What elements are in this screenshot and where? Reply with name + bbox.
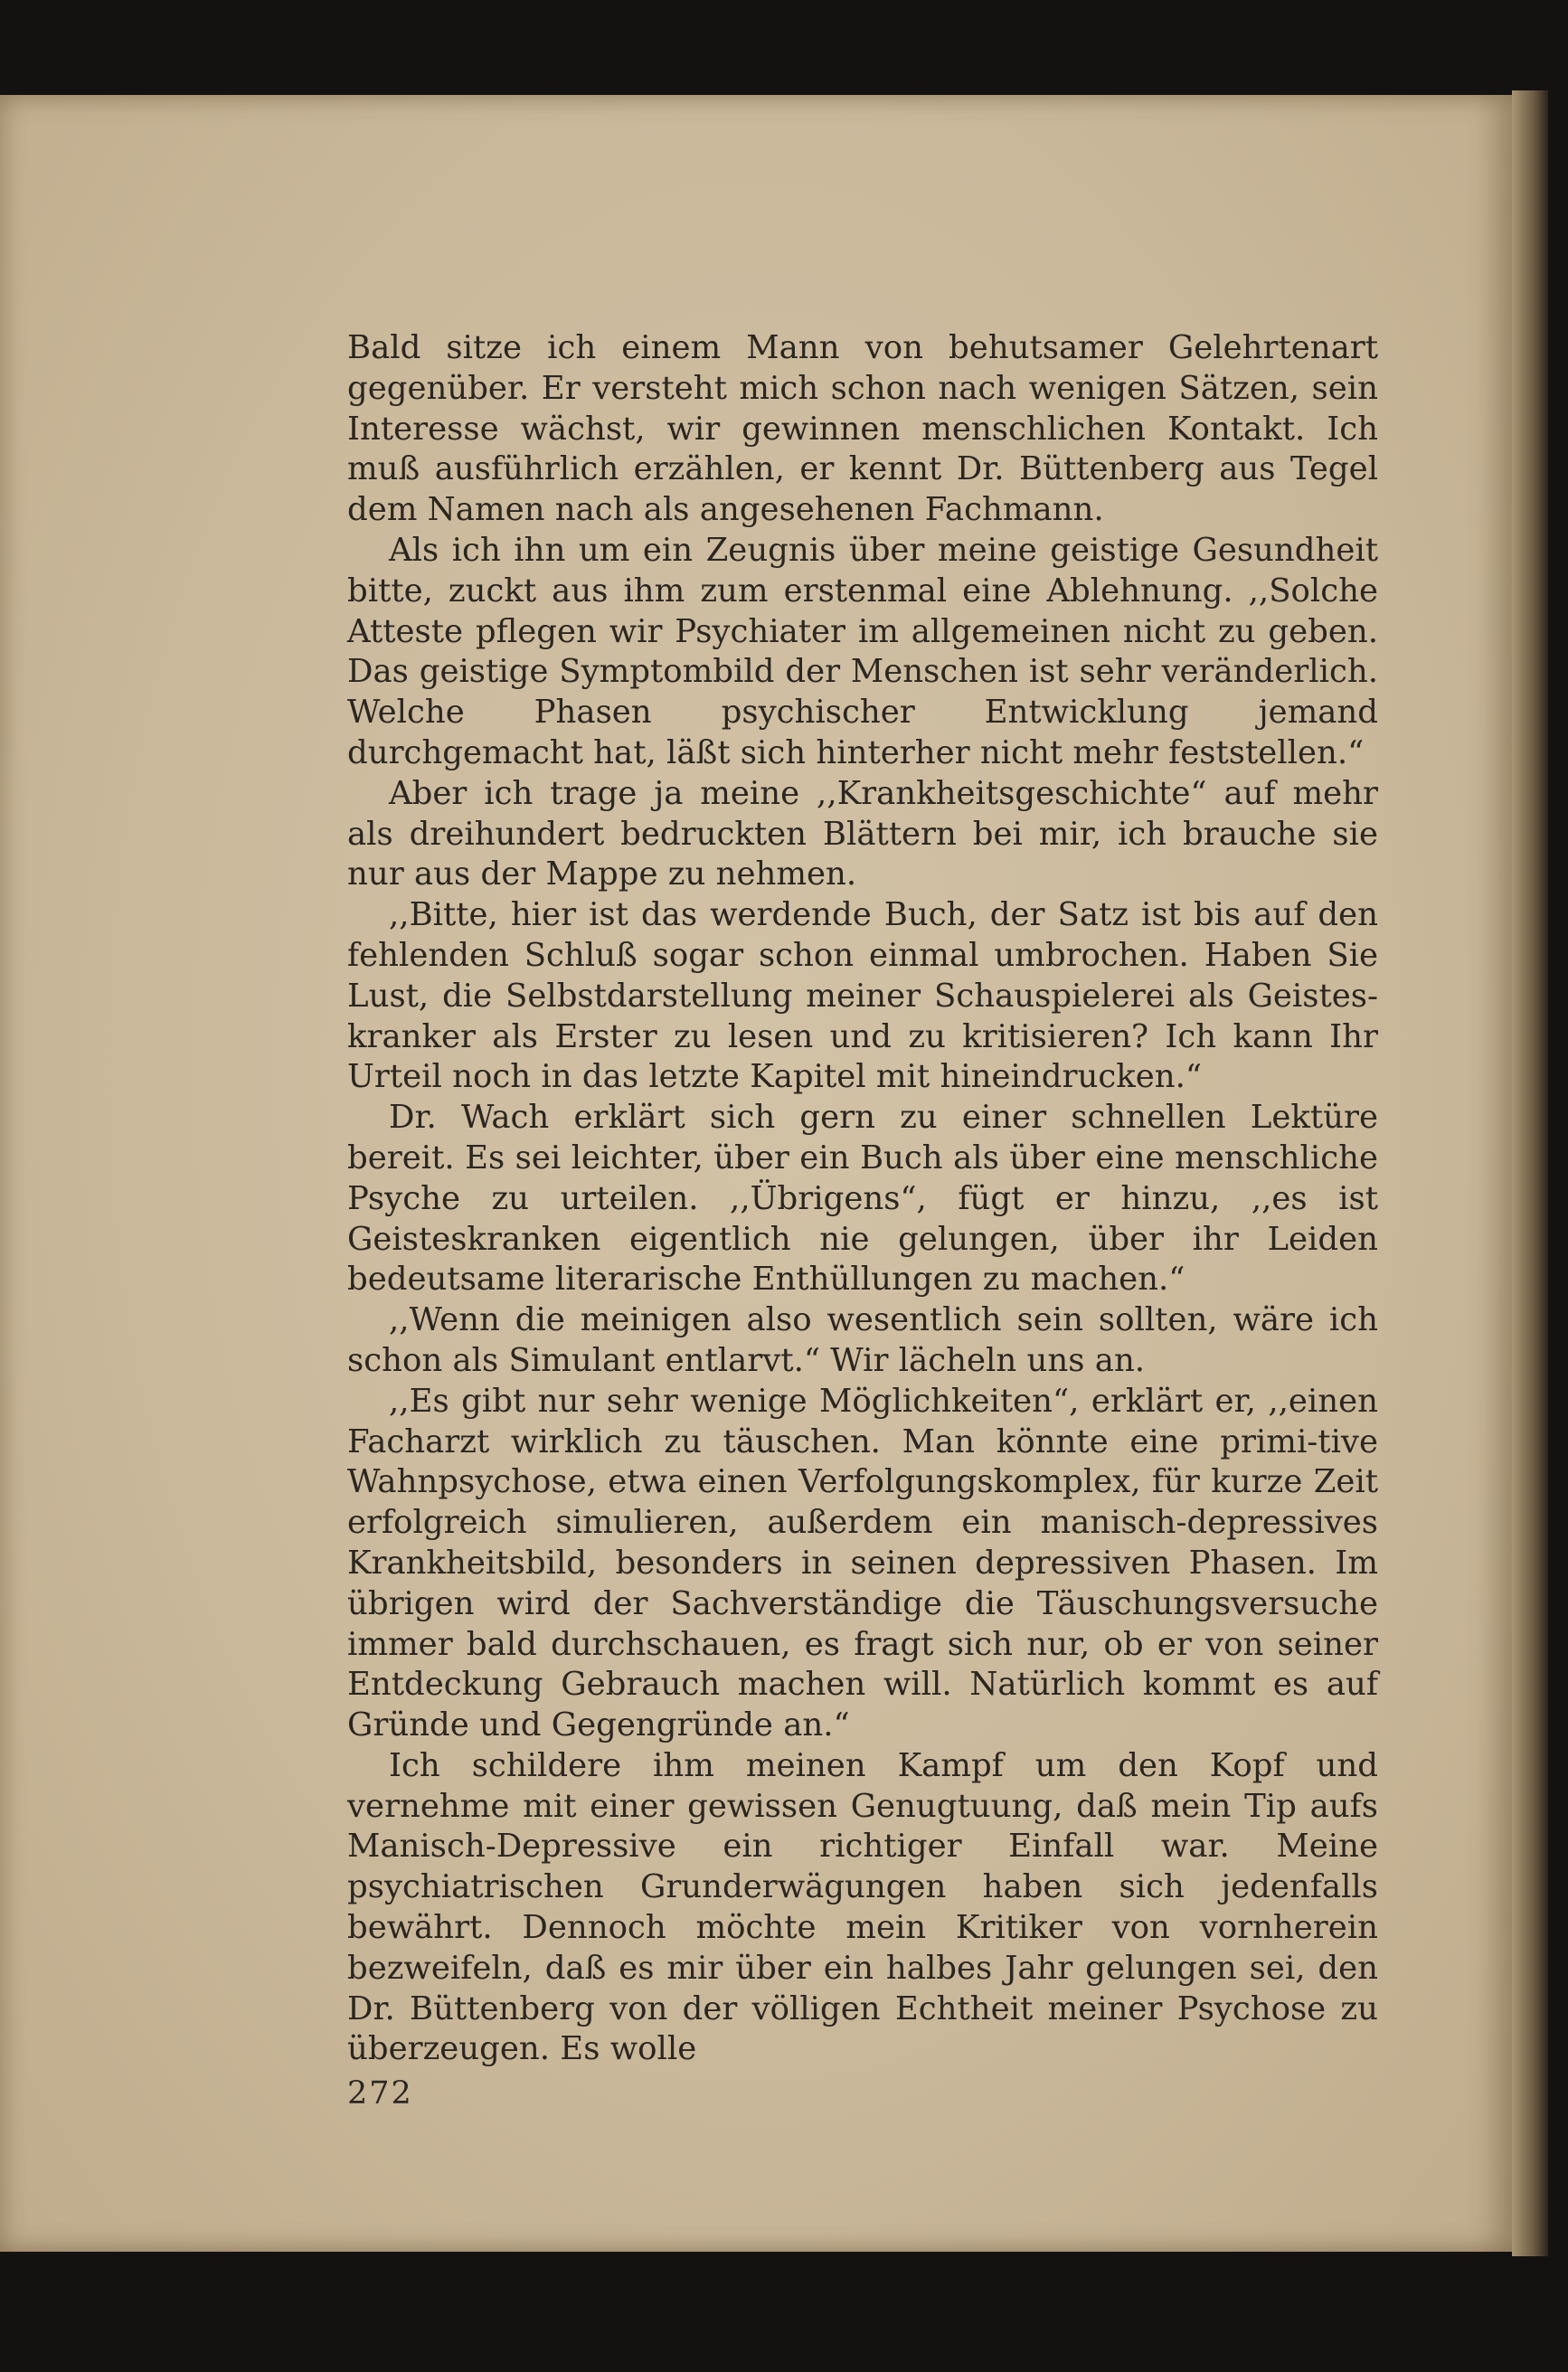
paragraph: Aber ich trage ja meine ,,Krankheitsgeschichte“ auf mehr als dreihundert bedruckten Blättern bei mir, ich brauche sie nur aus der Mappe zu nehmen. (347, 774, 1378, 893)
page-edge (1512, 90, 1548, 2256)
body-text (347, 328, 1378, 2070)
paragraph: Bald sitze ich einem Mann von behutsamer Gelehrtenart gegenüber. Er versteht mich schon nach wenigen Sätzen, sein Interesse wächst, wir gewinnen menschlichen Kontakt. Ich muß ausführlich erzählen, er kennt Dr. Büttenberg aus Tegel dem Namen nach als angesehenen Fachmann. (347, 329, 1378, 529)
paragraph: ,,Bitte, hier ist das werdende Buch, der Satz ist bis auf den fehlenden Schluß sogar schon einmal umbrochen. Haben Sie Lust, die Selbstdarstellung meiner Schauspielerei als Geistes-kranker als Erster zu lesen und zu kritisieren? Ich kann Ihr Urteil noch in das letzte Kapitel mit hineindrucken.“ (347, 896, 1378, 1096)
book-page (0, 95, 1512, 2252)
paragraph: Als ich ihn um ein Zeugnis über meine geistige Gesundheit bitte, zuckt aus ihm zum erstenmal eine Ablehnung. ,,Solche Atteste pflegen wir Psychiater im allgemeinen nicht zu geben. Das geistige Symptombild der Menschen ist sehr veränderlich. Welche Phasen psychischer Entwicklung jemand durchgemacht hat, läßt sich hinterher nicht mehr feststellen.“ (347, 531, 1378, 771)
paragraph: Dr. Wach erklärt sich gern zu einer schnellen Lektüre bereit. Es sei leichter, über ein Buch als über eine menschliche Psyche zu urteilen. ,,Übrigens“, fügt er hinzu, ,,es ist Geisteskranken eigentlich nie gelungen, über ihr Leiden bedeutsame literarische Enthüllungen zu machen.“ (347, 1099, 1378, 1299)
paragraph: Ich schildere ihm meinen Kampf um den Kopf und vernehme mit einer gewissen Genugtuung, daß mein Tip aufs Manisch-Depressive ein richtiger Einfall war. Meine psychiatrischen Grunderwägungen haben sich jedenfalls bewährt. Dennoch möchte mein Kritiker von vornherein bezweifeln, daß es mir über ein halbes Jahr gelungen sei, den Dr. Büttenberg von der völligen Echtheit meiner Psychose zu überzeugen. Es wolle (347, 1746, 1378, 2068)
page-number: 272 (347, 2075, 413, 2112)
paragraph: ,,Es gibt nur sehr wenige Möglichkeiten“, erklärt er, ,,einen Facharzt wirklich zu täuschen. Man könnte eine primi-tive Wahnpsychose, etwa einen Verfolgungskomplex, für kurze Zeit erfolgreich simulieren, außerdem ein manisch-depressives Krankheitsbild, besonders in seinen depressiven Phasen. Im übrigen wird der Sachverständige die Täuschungsversuche immer bald durchschauen, es fragt sich nur, ob er von seiner Entdeckung Gebrauch machen will. Natürlich kommt es auf Gründe und Gegengründe an.“ (347, 1382, 1378, 1744)
paragraph: ,,Wenn die meinigen also wesentlich sein sollten, wäre ich schon als Simulant entlarvt.“ Wir lächeln uns an. (347, 1301, 1378, 1379)
